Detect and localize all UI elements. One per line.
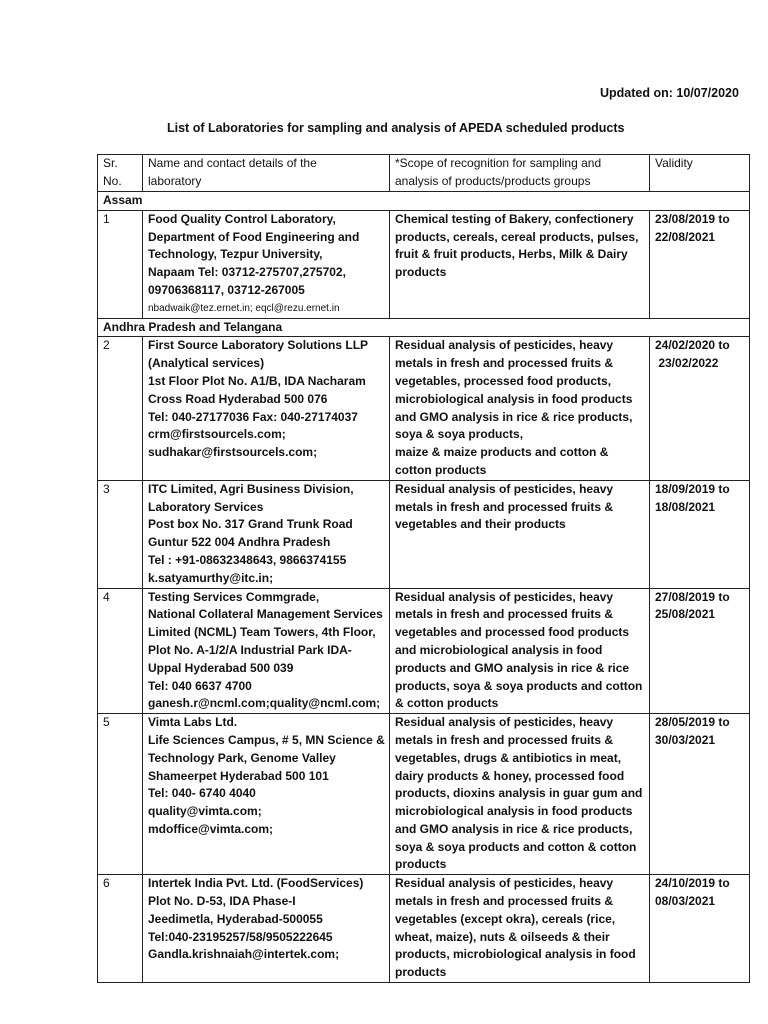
validity-line: 18/09/2019 to <box>655 481 730 496</box>
serial-number: 4 <box>98 588 143 714</box>
column-header-name <box>143 155 390 192</box>
scope-line: Residual analysis of pesticides, heavy <box>395 338 614 353</box>
laboratory-detail-line: mdoffice@vimta.com; <box>148 821 274 836</box>
document-title: List of Laboratories for sampling and analysis of APEDA scheduled products <box>167 121 625 135</box>
laboratory-details <box>143 337 390 480</box>
laboratory-details <box>143 480 390 588</box>
table-row <box>98 714 750 875</box>
laboratory-detail-line: Uppal Hyderabad 500 039 <box>148 660 294 675</box>
column-header-sr <box>98 155 143 192</box>
laboratory-detail-line: Tel : +91-08632348643, 9866374155 <box>148 552 347 567</box>
scope-line: vegetables (except okra), cereals (rice, <box>395 911 616 926</box>
laboratory-detail-line: Department of Food Engineering and <box>148 229 360 244</box>
table-row <box>98 588 750 714</box>
scope-line: microbiological analysis in food products <box>395 804 633 819</box>
laboratory-detail-line: Plot No. D-53, IDA Phase-I <box>148 894 296 909</box>
scope-line: Chemical testing of Bakery, confectionery <box>395 211 634 226</box>
validity-line: 18/08/2021 <box>655 499 716 514</box>
header-row <box>98 155 750 192</box>
scope-line: dairy products & honey, processed food <box>395 768 625 783</box>
validity-period <box>650 875 750 983</box>
laboratory-detail-line: ganesh.r@ncml.com;quality@ncml.com; <box>148 696 381 711</box>
scope-line: products, microbiological analysis in food <box>395 947 636 962</box>
laboratory-details <box>143 714 390 875</box>
serial-number: 1 <box>98 210 143 318</box>
header-text: No. <box>103 173 122 188</box>
laboratory-details <box>143 875 390 983</box>
header-text: Sr. <box>103 156 118 170</box>
laboratory-detail-line: Tel:040-23195257/58/9505222645 <box>148 929 333 944</box>
scope-line: maize & maize products and cotton & <box>395 445 609 460</box>
table-body <box>98 192 750 983</box>
laboratory-detail-line: Gandla.krishnaiah@intertek.com; <box>148 947 340 962</box>
laboratory-detail-line: Jeedimetla, Hyderabad-500055 <box>148 911 323 926</box>
scope-line: Residual analysis of pesticides, heavy <box>395 589 614 604</box>
region-name: Andhra Pradesh and Telangana <box>98 318 750 337</box>
scope-line: soya & soya products and cotton & cotton <box>395 839 637 854</box>
column-header-scope <box>390 155 650 192</box>
laboratory-detail-line: ITC Limited, Agri Business Division, <box>148 481 354 496</box>
serial-number: 6 <box>98 875 143 983</box>
validity-period <box>650 210 750 318</box>
header-text: Validity <box>655 156 693 170</box>
laboratory-detail-line: Vimta Labs Ltd. <box>148 715 238 730</box>
laboratory-detail-line: Plot No. A-1/2/A Industrial Park IDA- <box>148 642 352 657</box>
laboratory-detail-line: Tel: 040- 6740 4040 <box>148 786 256 801</box>
laboratory-detail-line: Food Quality Control Laboratory, <box>148 211 336 226</box>
laboratory-detail-line: Tel: 040 6637 4700 <box>148 678 252 693</box>
scope-line: microbiological analysis in food products <box>395 391 633 406</box>
region-name: Assam <box>98 192 750 211</box>
header-text: *Scope of recognition for sampling and <box>395 156 602 170</box>
validity-period <box>650 714 750 875</box>
scope-line: Residual analysis of pesticides, heavy <box>395 481 614 496</box>
serial-number: 5 <box>98 714 143 875</box>
scope-line: and microbiological analysis in food <box>395 642 603 657</box>
scope-of-recognition <box>390 588 650 714</box>
scope-line: products, dioxins analysis in guar gum and <box>395 786 643 801</box>
table-row <box>98 480 750 588</box>
scope-line: soya & soya products, <box>395 427 524 442</box>
table-row <box>98 875 750 983</box>
validity-line: 08/03/2021 <box>655 894 716 909</box>
validity-line: 23/08/2019 to <box>655 211 730 226</box>
scope-line: and GMO analysis in rice & rice products, <box>395 409 633 424</box>
table-row <box>98 337 750 480</box>
table-row <box>98 210 750 318</box>
scope-line: cotton products <box>395 462 487 477</box>
laboratory-detail-line: sudhakar@firstsourcels.com; <box>148 445 318 460</box>
column-header-validity <box>650 155 750 192</box>
laboratory-detail-line: Tel: 040-27177036 Fax: 040-27174037 <box>148 409 358 424</box>
laboratory-details <box>143 588 390 714</box>
validity-line: 23/02/2022 <box>655 356 719 371</box>
laboratory-detail-line: Technology, Tezpur University, <box>148 247 323 262</box>
scope-line: metals in fresh and processed fruits & <box>395 356 614 371</box>
table-header <box>98 155 750 192</box>
scope-line: products, soya & soya products and cotton <box>395 678 643 693</box>
laboratory-detail-line: 1st Floor Plot No. A1/B, IDA Nacharam <box>148 373 366 388</box>
validity-line: 22/08/2021 <box>655 229 716 244</box>
laboratory-detail-line: 09706368117, 03712-267005 <box>148 282 305 297</box>
region-row <box>98 192 750 211</box>
validity-line: 27/08/2019 to <box>655 589 730 604</box>
scope-line: products <box>395 265 447 280</box>
scope-line: vegetables and their products <box>395 517 566 532</box>
validity-line: 24/10/2019 to <box>655 876 730 891</box>
scope-line: vegetables, processed food products, <box>395 373 612 388</box>
validity-line: 24/02/2020 to <box>655 338 730 353</box>
scope-line: & cotton products <box>395 696 499 711</box>
laboratory-detail-line: Napaam Tel: 03712-275707,275702, <box>148 265 346 280</box>
validity-period <box>650 480 750 588</box>
scope-line: products <box>395 965 447 980</box>
scope-line: Residual analysis of pesticides, heavy <box>395 715 614 730</box>
serial-number: 2 <box>98 337 143 480</box>
validity-line: 28/05/2019 to <box>655 715 730 730</box>
updated-date: Updated on: 10/07/2020 <box>600 86 739 100</box>
laboratory-email: nbadwaik@tez.ernet.in; eqcl@rezu.ernet.in <box>148 302 340 314</box>
laboratory-detail-line: (Analytical services) <box>148 356 265 371</box>
scope-line: wheat, maize), nuts & oilseeds & their <box>395 929 610 944</box>
laboratory-detail-line: crm@firstsourcels.com; <box>148 427 286 442</box>
scope-of-recognition <box>390 210 650 318</box>
laboratory-detail-line: Intertek India Pvt. Ltd. (FoodServices) <box>148 876 364 891</box>
validity-line: 25/08/2021 <box>655 607 716 622</box>
laboratory-detail-line: First Source Laboratory Solutions LLP <box>148 338 369 353</box>
validity-period <box>650 588 750 714</box>
laboratory-detail-line: k.satyamurthy@itc.in; <box>148 570 274 585</box>
scope-line: metals in fresh and processed fruits & <box>395 732 614 747</box>
scope-line: and GMO analysis in rice & rice products, <box>395 821 633 836</box>
laboratory-detail-line: Limited (NCML) Team Towers, 4th Floor, <box>148 625 376 640</box>
scope-line: vegetables and processed food products <box>395 625 630 640</box>
scope-of-recognition <box>390 480 650 588</box>
scope-line: products and GMO analysis in rice & rice <box>395 660 630 675</box>
laboratory-detail-line: Guntur 522 004 Andhra Pradesh <box>148 535 331 550</box>
laboratory-details <box>143 210 390 318</box>
scope-of-recognition <box>390 714 650 875</box>
scope-line: metals in fresh and processed fruits & <box>395 607 614 622</box>
header-text: Name and contact details of the <box>148 156 317 170</box>
laboratory-detail-line: quality@vimta.com; <box>148 804 262 819</box>
scope-line: vegetables, drugs & antibiotics in meat, <box>395 750 622 765</box>
laboratory-detail-line: Life Sciences Campus, # 5, MN Science & <box>148 732 385 747</box>
validity-period <box>650 337 750 480</box>
region-row <box>98 318 750 337</box>
laboratory-detail-line: Shameerpet Hyderabad 500 101 <box>148 768 329 783</box>
laboratory-detail-line: Cross Road Hyderabad 500 076 <box>148 391 328 406</box>
laboratory-detail-line: Technology Park, Genome Valley <box>148 750 336 765</box>
serial-number: 3 <box>98 480 143 588</box>
validity-line: 30/03/2021 <box>655 732 716 747</box>
scope-line: metals in fresh and processed fruits & <box>395 499 614 514</box>
laboratory-detail-line: Laboratory Services <box>148 499 264 514</box>
scope-line: products <box>395 857 447 872</box>
header-text: analysis of products/products groups <box>395 173 591 188</box>
scope-line: metals in fresh and processed fruits & <box>395 894 614 909</box>
laboratory-detail-line: Post box No. 317 Grand Trunk Road <box>148 517 353 532</box>
scope-of-recognition <box>390 875 650 983</box>
scope-of-recognition <box>390 337 650 480</box>
laboratory-detail-line: Testing Services Commgrade, <box>148 589 320 604</box>
scope-line: Residual analysis of pesticides, heavy <box>395 876 614 891</box>
laboratories-table <box>97 154 750 983</box>
scope-line: products, cereals, cereal products, pulses, <box>395 229 639 244</box>
header-text: laboratory <box>148 173 202 188</box>
scope-line: fruit & fruit products, Herbs, Milk & Dairy <box>395 247 628 262</box>
laboratory-detail-line: National Collateral Management Services <box>148 607 383 622</box>
